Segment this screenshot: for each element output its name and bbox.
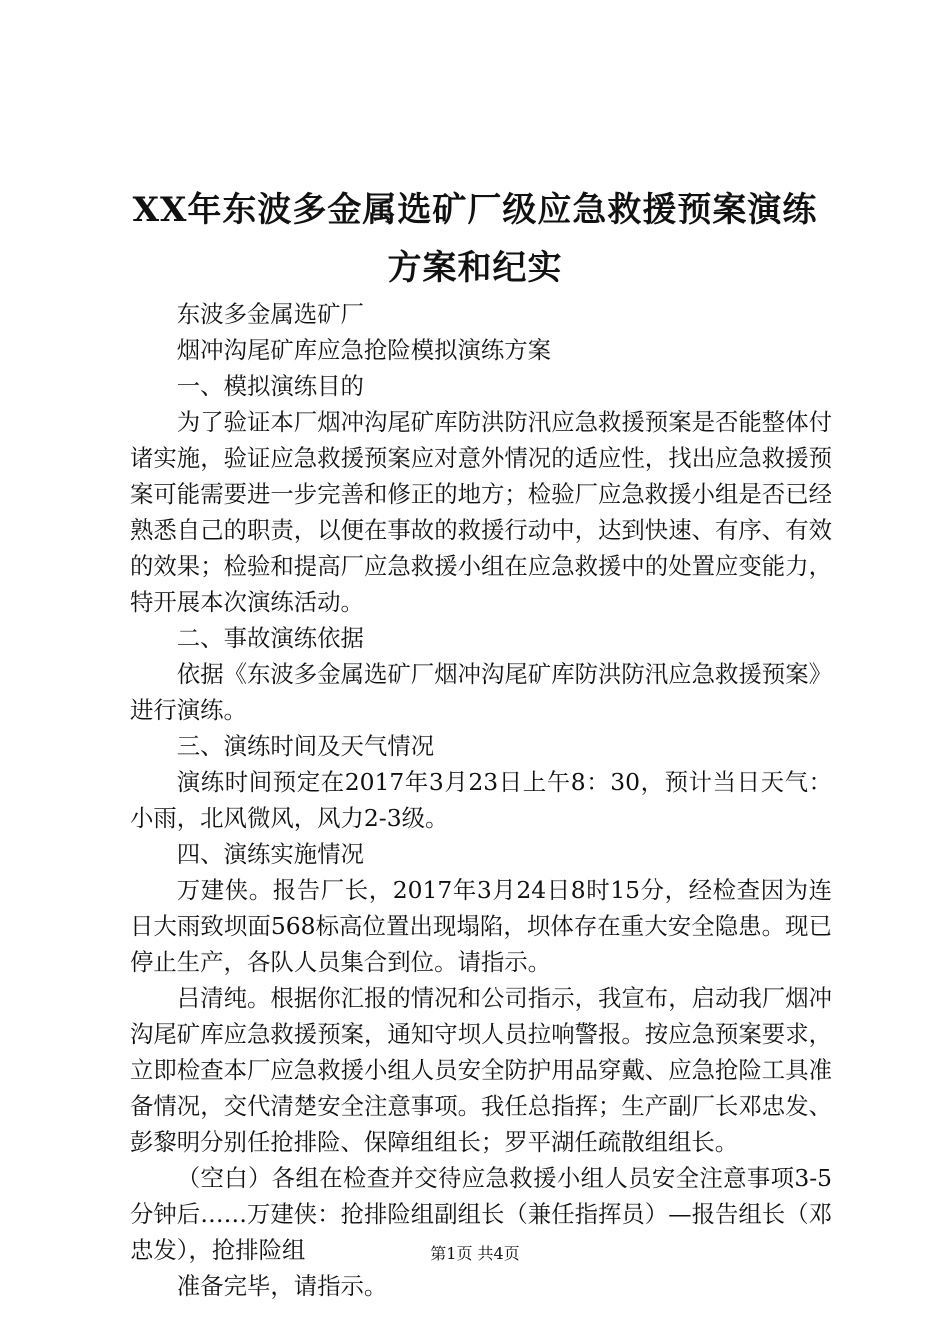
- paragraph-group-check: （空白）各组在检查并交待应急救援小组人员安全注意事项3-5分钟后……万建侠：抢排险组副组长（兼任指挥员）—报告组长（邓忠发），抢排险组: [130, 1164, 832, 1264]
- document-title-line-1: XX年东波多金属选矿厂级应急救援预案演练: [132, 190, 818, 230]
- document-title-line-2: 方案和纪实: [387, 248, 563, 288]
- section-heading-purpose: 一、模拟演练目的: [176, 372, 364, 400]
- paragraph-basis: 依据《东波多金属选矿厂烟冲沟尾矿库防洪防汛应急救援预案》进行演练。: [130, 660, 832, 724]
- section-heading-time-weather: 三、演练时间及天气情况: [176, 732, 435, 760]
- paragraph-command: 吕清纯。根据你汇报的情况和公司指示，我宣布，启动我厂烟冲沟尾矿库应急救援预案，通知守坝人员拉响警报。按应急预案要求，立即检查本厂应急救援小组人员安全防护用品穿戴、应急抢险工具准备情况，交代清楚安全注意事项。我任总指挥；生产副厂长邓忠发、彭黎明分别任抢排险、保障组组长；罗平湖任疏散组组长。: [130, 984, 832, 1156]
- section-heading-basis: 二、事故演练依据: [176, 624, 364, 652]
- section-heading-implementation: 四、演练实施情况: [176, 840, 364, 868]
- paragraph-ready: 准备完毕，请指示。: [176, 1272, 388, 1300]
- paragraph-time-weather: 演练时间预定在2017年3月23日上午8：30，预计当日天气：小雨，北风微风，风力2-3级。: [130, 768, 832, 832]
- paragraph-org-name: 东波多金属选矿厂: [176, 300, 364, 328]
- document-body: [130, 296, 832, 1304]
- paragraph-plan-name: 烟冲沟尾矿库应急抢险模拟演练方案: [176, 336, 552, 364]
- page-footer: 第1页 共4页: [430, 1244, 520, 1263]
- paragraph-purpose: 为了验证本厂烟冲沟尾矿库防洪防汛应急救援预案是否能整体付诸实施，验证应急救援预案应对意外情况的适应性，找出应急救援预案可能需要进一步完善和修正的地方；检验厂应急救援小组是否已经熟悉自己的职责，以便在事故的救援行动中，达到快速、有序、有效的效果；检验和提高厂应急救援小组在应急救援中的处置应变能力，特开展本次演练活动。: [130, 408, 832, 616]
- paragraph-report: 万建侠。报告厂长，2017年3月24日8时15分，经检查因为连日大雨致坝面568标高位置出现塌陷，坝体存在重大安全隐患。现已停止生产，各队人员集合到位。请指示。: [130, 876, 832, 976]
